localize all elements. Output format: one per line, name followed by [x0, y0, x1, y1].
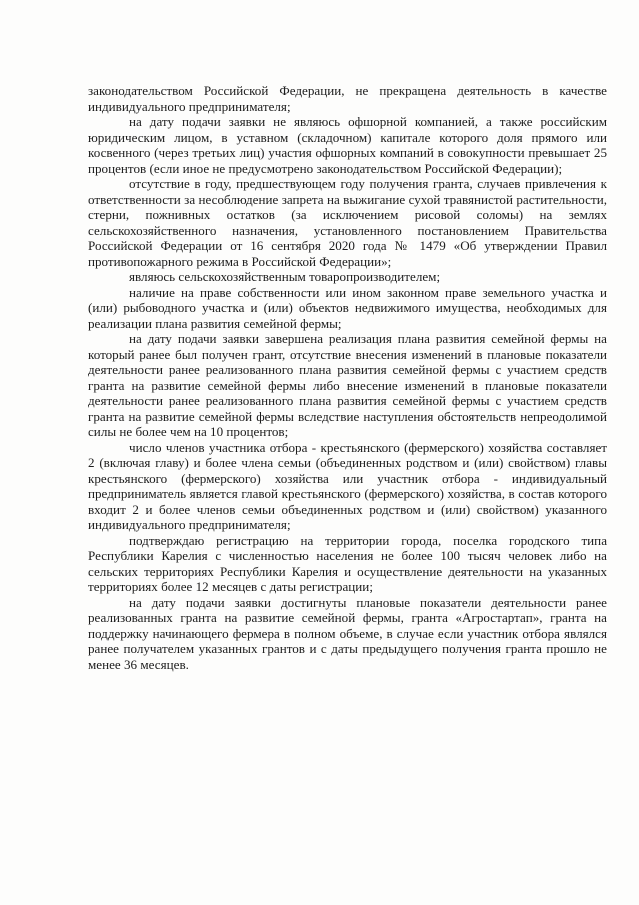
paragraph-agri-producer: являюсь сельскохозяйственным товаропроизводителем;	[129, 269, 441, 284]
document-page	[88, 83, 607, 672]
paragraph-fire-safety: отсутствие в году, предшествующем году получения гранта, случаев привлечения к ответственности за несоблюдение запрета на выжигание сухой травянистой растительности, стерни, пожнивных остатков (за исключением рисовой соломы) на землях сельскохозяйственного назначения, установленного постановлением Правительства Российской Федерации от 16 сентября 2020 года № 1479 «Об утверждении Правил противопожарного режима в Российской Федерации»;	[88, 176, 607, 269]
paragraph-continuation: законодательством Российской Федерации, не прекращена деятельность в качестве индивидуального предпринимателя;	[88, 83, 607, 114]
paragraph-offshore: на дату подачи заявки не являюсь офшорной компанией, а также российским юридическим лицом, в уставном (складочном) капитале которого доля прямого или косвенного (через третьих лиц) участия офшорных компаний в совокупности превышает 25 процентов (если иное не предусмотрено законодательством Российской Федерации);	[88, 114, 607, 176]
paragraph-family-members: число членов участника отбора - крестьянского (фермерского) хозяйства составляет 2 (включая главу) и более члена семьи (объединенных родством и (или) свойством) главы крестьянского (фермерского) хозяйства или участник отбора - индивидуальный предприниматель является главой крестьянского (фермерского) хозяйства, в состав которого входит 2 и более членов семьи объединенных родством и (или) свойством) указанного индивидуального предпринимателя;	[88, 439, 607, 532]
paragraph-land-rights: наличие на праве собственности или ином законном праве земельного участка и (или) рыбоводного участка и (или) объектов недвижимого имущества, необходимых для реализации плана развития семейной фермы;	[88, 284, 607, 331]
paragraph-registration: подтверждаю регистрацию на территории города, поселка городского типа Республики Карелия с численностью населения не более 100 тысяч человек либо на сельских территориях Республики Карелия и осуществление деятельности на указанных территориях более 12 месяцев с даты регистрации;	[88, 532, 607, 594]
paragraph-indicators: на дату подачи заявки достигнуты плановые показатели деятельности ранее реализованных гранта на развитие семейной фермы, гранта «Агростартап», гранта на поддержку начинающего фермера в полном объеме, в случае если участник отбора являлся ранее получателем указанных грантов и с даты предыдущего получения гранта прошло не менее 36 месяцев.	[88, 594, 607, 672]
paragraph-plan-completion: на дату подачи заявки завершена реализация плана развития семейной фермы на который ранее был получен грант, отсутствие внесения изменений в плановые показатели деятельности ранее реализованного плана развития семейной фермы с участием средств гранта на развитие семейной фермы либо внесение изменений в плановые показатели деятельности ранее реализованного плана развития семейной фермы с участием средств гранта на развитие семейной фермы вследствие наступления обстоятельств непреодолимой силы не более чем на 10 процентов;	[88, 331, 607, 439]
